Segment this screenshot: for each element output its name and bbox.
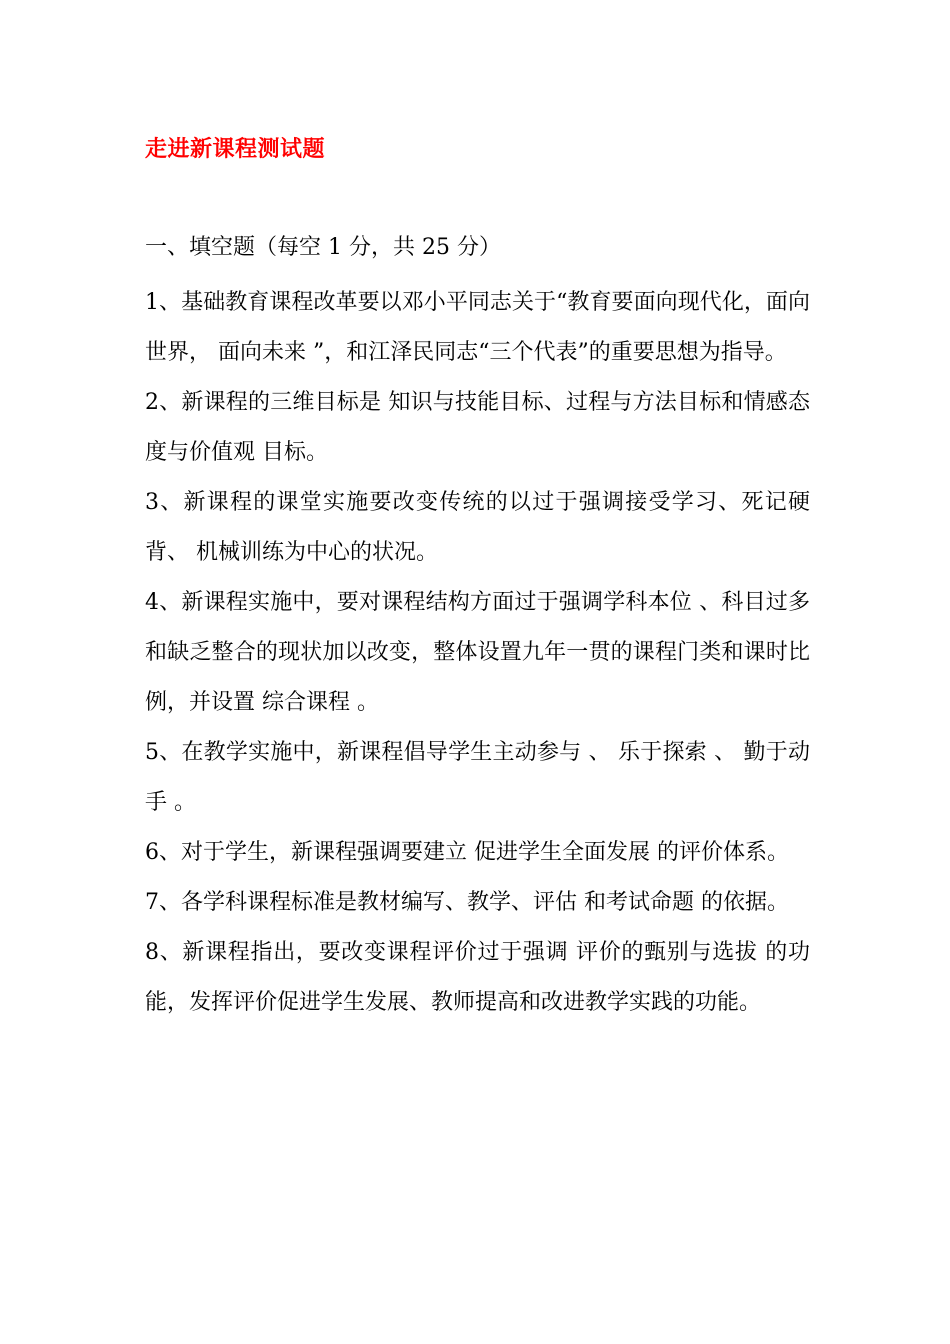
section-heading: 一、填空题（每空 1 分，共 25 分） [145, 235, 501, 260]
question-list [145, 278, 810, 1028]
question-5: 5、在教学实施中，新课程倡导学生主动参与 、 乐于探索 、 勤于动手 。 [145, 740, 810, 815]
question-7: 7、各学科课程标准是教材编写、教学、评估 和考试命题 的依据。 [145, 890, 789, 915]
question-1: 1、基础教育课程改革要以邓小平同志关于“教育要面向现代化，面向世界， 面向未来 ”，和江泽民同志“三个代表”的重要思想为指导。 [145, 290, 810, 365]
question-2: 2、新课程的三维目标是 知识与技能目标、过程与方法目标和情感态度与价值观 目标。 [145, 390, 810, 465]
document-page [145, 0, 810, 1344]
question-4: 4、新课程实施中，要对课程结构方面过于强调学科本位 、科目过多和缺乏整合的现状加以改变，整体设置九年一贯的课程门类和课时比例，并设置 综合课程 。 [145, 590, 810, 715]
page-title: 走进新课程测试题 [145, 136, 326, 162]
question-3: 3、新课程的课堂实施要改变传统的以过于强调接受学习、死记硬背、 机械训练为中心的状况。 [145, 490, 810, 565]
question-8: 8、新课程指出，要改变课程评价过于强调 评价的甄别与选拔 的功能，发挥评价促进学生发展、教师提高和改进教学实践的功能。 [145, 940, 810, 1015]
question-6: 6、对于学生，新课程强调要建立 促进学生全面发展 的评价体系。 [145, 840, 789, 865]
